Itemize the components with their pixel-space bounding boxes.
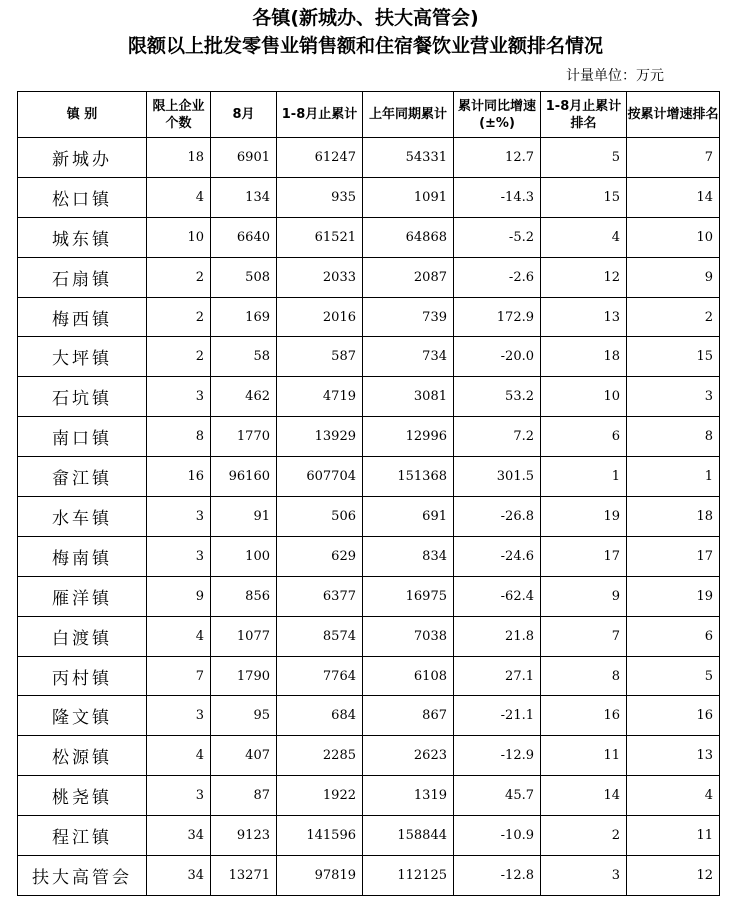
cell-firms: 4 [147, 736, 211, 776]
cell-growth-rank: 15 [627, 337, 720, 377]
cell-firms: 8 [147, 417, 211, 457]
cell-firms: 2 [147, 257, 211, 297]
cell-aug: 1770 [211, 417, 277, 457]
cell-prev: 12996 [363, 417, 454, 457]
cell-growth-rank: 12 [627, 856, 720, 896]
table-row [18, 257, 720, 297]
cell-town: 扶大高管会 [18, 856, 147, 896]
cell-firms: 4 [147, 616, 211, 656]
cell-firms: 16 [147, 457, 211, 497]
cell-prev: 64868 [363, 217, 454, 257]
cell-aug: 9123 [211, 816, 277, 856]
cell-rank: 17 [541, 536, 627, 576]
cell-town: 丙村镇 [18, 656, 147, 696]
cell-rank: 6 [541, 417, 627, 457]
cell-prev: 158844 [363, 816, 454, 856]
cell-rank: 5 [541, 138, 627, 178]
cell-prev: 2623 [363, 736, 454, 776]
cell-growth-rank: 4 [627, 776, 720, 816]
col-header-aug: 8月 [211, 92, 277, 138]
cell-growth: -26.8 [454, 497, 541, 537]
cell-town: 水车镇 [18, 497, 147, 537]
cell-growth-rank: 13 [627, 736, 720, 776]
cell-aug: 95 [211, 696, 277, 736]
cell-rank: 18 [541, 337, 627, 377]
cell-cum: 607704 [277, 457, 363, 497]
cell-growth: 27.1 [454, 656, 541, 696]
cell-growth: 45.7 [454, 776, 541, 816]
cell-firms: 34 [147, 856, 211, 896]
cell-cum: 1922 [277, 776, 363, 816]
cell-aug: 169 [211, 297, 277, 337]
cell-growth-rank: 6 [627, 616, 720, 656]
unit-label: 计量单位：万元 [566, 68, 664, 84]
cell-rank: 12 [541, 257, 627, 297]
cell-firms: 18 [147, 138, 211, 178]
cell-aug: 407 [211, 736, 277, 776]
cell-cum: 61247 [277, 138, 363, 178]
cell-growth: -10.9 [454, 816, 541, 856]
cell-growth-rank: 14 [627, 177, 720, 217]
cell-growth-rank: 5 [627, 656, 720, 696]
cell-growth-rank: 9 [627, 257, 720, 297]
cell-cum: 61521 [277, 217, 363, 257]
cell-cum: 506 [277, 497, 363, 537]
cell-growth: 172.9 [454, 297, 541, 337]
cell-town: 桃尧镇 [18, 776, 147, 816]
cell-town: 隆文镇 [18, 696, 147, 736]
report-title-line1: 各镇(新城办、扶大高管会) [252, 7, 479, 29]
cell-growth-rank: 17 [627, 536, 720, 576]
cell-firms: 3 [147, 696, 211, 736]
cell-growth: 21.8 [454, 616, 541, 656]
cell-rank: 7 [541, 616, 627, 656]
ranking-table [17, 91, 720, 896]
cell-prev: 54331 [363, 138, 454, 178]
table-row [18, 816, 720, 856]
cell-rank: 8 [541, 656, 627, 696]
cell-town: 程江镇 [18, 816, 147, 856]
cell-firms: 9 [147, 576, 211, 616]
cell-growth-rank: 18 [627, 497, 720, 537]
cell-cum: 2285 [277, 736, 363, 776]
cell-firms: 4 [147, 177, 211, 217]
cell-town: 松源镇 [18, 736, 147, 776]
table-row [18, 656, 720, 696]
cell-cum: 935 [277, 177, 363, 217]
cell-prev: 691 [363, 497, 454, 537]
cell-firms: 34 [147, 816, 211, 856]
table-body [18, 138, 720, 896]
cell-rank: 2 [541, 816, 627, 856]
cell-aug: 856 [211, 576, 277, 616]
cell-growth-rank: 19 [627, 576, 720, 616]
cell-growth-rank: 1 [627, 457, 720, 497]
cell-cum: 141596 [277, 816, 363, 856]
table-row [18, 337, 720, 377]
cell-prev: 3081 [363, 377, 454, 417]
cell-prev: 2087 [363, 257, 454, 297]
cell-town: 石坑镇 [18, 377, 147, 417]
cell-town: 雁洋镇 [18, 576, 147, 616]
cell-town: 城东镇 [18, 217, 147, 257]
cell-growth: -20.0 [454, 337, 541, 377]
cell-prev: 6108 [363, 656, 454, 696]
cell-growth: -14.3 [454, 177, 541, 217]
table-row [18, 177, 720, 217]
cell-prev: 112125 [363, 856, 454, 896]
cell-rank: 19 [541, 497, 627, 537]
cell-aug: 134 [211, 177, 277, 217]
cell-aug: 508 [211, 257, 277, 297]
table-row [18, 536, 720, 576]
table-row [18, 457, 720, 497]
cell-growth: 7.2 [454, 417, 541, 457]
cell-cum: 13929 [277, 417, 363, 457]
cell-town: 梅西镇 [18, 297, 147, 337]
cell-rank: 11 [541, 736, 627, 776]
cell-rank: 3 [541, 856, 627, 896]
cell-town: 畲江镇 [18, 457, 147, 497]
cell-town: 石扇镇 [18, 257, 147, 297]
cell-town: 白渡镇 [18, 616, 147, 656]
cell-town: 南口镇 [18, 417, 147, 457]
cell-town: 松口镇 [18, 177, 147, 217]
table-row [18, 217, 720, 257]
cell-aug: 462 [211, 377, 277, 417]
cell-prev: 7038 [363, 616, 454, 656]
cell-rank: 16 [541, 696, 627, 736]
cell-growth: -12.9 [454, 736, 541, 776]
cell-aug: 87 [211, 776, 277, 816]
cell-growth: -5.2 [454, 217, 541, 257]
cell-prev: 151368 [363, 457, 454, 497]
cell-aug: 100 [211, 536, 277, 576]
col-header-town: 镇 别 [18, 92, 147, 138]
cell-growth-rank: 11 [627, 816, 720, 856]
cell-growth: -24.6 [454, 536, 541, 576]
cell-rank: 14 [541, 776, 627, 816]
cell-firms: 3 [147, 497, 211, 537]
cell-cum: 6377 [277, 576, 363, 616]
cell-growth: 12.7 [454, 138, 541, 178]
cell-prev: 16975 [363, 576, 454, 616]
cell-aug: 1077 [211, 616, 277, 656]
cell-cum: 2033 [277, 257, 363, 297]
cell-firms: 7 [147, 656, 211, 696]
cell-rank: 15 [541, 177, 627, 217]
cell-rank: 4 [541, 217, 627, 257]
cell-aug: 13271 [211, 856, 277, 896]
cell-prev: 734 [363, 337, 454, 377]
table-row [18, 417, 720, 457]
cell-growth: -2.6 [454, 257, 541, 297]
cell-prev: 1091 [363, 177, 454, 217]
cell-aug: 6640 [211, 217, 277, 257]
cell-aug: 58 [211, 337, 277, 377]
cell-aug: 96160 [211, 457, 277, 497]
cell-prev: 1319 [363, 776, 454, 816]
cell-growth: 301.5 [454, 457, 541, 497]
cell-firms: 3 [147, 377, 211, 417]
cell-growth: -21.1 [454, 696, 541, 736]
cell-cum: 2016 [277, 297, 363, 337]
cell-growth-rank: 8 [627, 417, 720, 457]
cell-growth: 53.2 [454, 377, 541, 417]
table-row [18, 776, 720, 816]
cell-prev: 739 [363, 297, 454, 337]
cell-prev: 834 [363, 536, 454, 576]
cell-rank: 13 [541, 297, 627, 337]
report-title-line2: 限额以上批发零售业销售额和住宿餐饮业营业额排名情况 [127, 35, 603, 57]
cell-rank: 10 [541, 377, 627, 417]
cell-cum: 7764 [277, 656, 363, 696]
col-header-firms: 限上企业个数 [147, 92, 211, 138]
cell-town: 新城办 [18, 138, 147, 178]
cell-prev: 867 [363, 696, 454, 736]
table-row [18, 736, 720, 776]
table-row [18, 297, 720, 337]
table-row [18, 138, 720, 178]
table-row [18, 576, 720, 616]
cell-growth-rank: 2 [627, 297, 720, 337]
cell-firms: 3 [147, 776, 211, 816]
col-header-growth-rank: 按累计增速排名 [627, 92, 720, 138]
cell-rank: 9 [541, 576, 627, 616]
col-header-growth: 累计同比增速(±%) [454, 92, 541, 138]
cell-firms: 10 [147, 217, 211, 257]
cell-growth: -12.8 [454, 856, 541, 896]
cell-firms: 3 [147, 536, 211, 576]
cell-aug: 6901 [211, 138, 277, 178]
col-header-cum: 1-8月止累计 [277, 92, 363, 138]
cell-growth-rank: 10 [627, 217, 720, 257]
cell-aug: 91 [211, 497, 277, 537]
cell-aug: 1790 [211, 656, 277, 696]
table-row [18, 497, 720, 537]
cell-firms: 2 [147, 297, 211, 337]
table-row [18, 616, 720, 656]
cell-rank: 1 [541, 457, 627, 497]
col-header-rank: 1-8月止累计排名 [541, 92, 627, 138]
table-row [18, 696, 720, 736]
cell-growth: -62.4 [454, 576, 541, 616]
cell-town: 梅南镇 [18, 536, 147, 576]
cell-firms: 2 [147, 337, 211, 377]
table-row [18, 377, 720, 417]
cell-cum: 587 [277, 337, 363, 377]
cell-cum: 4719 [277, 377, 363, 417]
cell-cum: 629 [277, 536, 363, 576]
cell-cum: 684 [277, 696, 363, 736]
cell-growth-rank: 7 [627, 138, 720, 178]
cell-town: 大坪镇 [18, 337, 147, 377]
cell-growth-rank: 16 [627, 696, 720, 736]
cell-cum: 8574 [277, 616, 363, 656]
col-header-prev: 上年同期累计 [363, 92, 454, 138]
table-row [18, 856, 720, 896]
header-row [18, 92, 720, 138]
cell-cum: 97819 [277, 856, 363, 896]
cell-growth-rank: 3 [627, 377, 720, 417]
